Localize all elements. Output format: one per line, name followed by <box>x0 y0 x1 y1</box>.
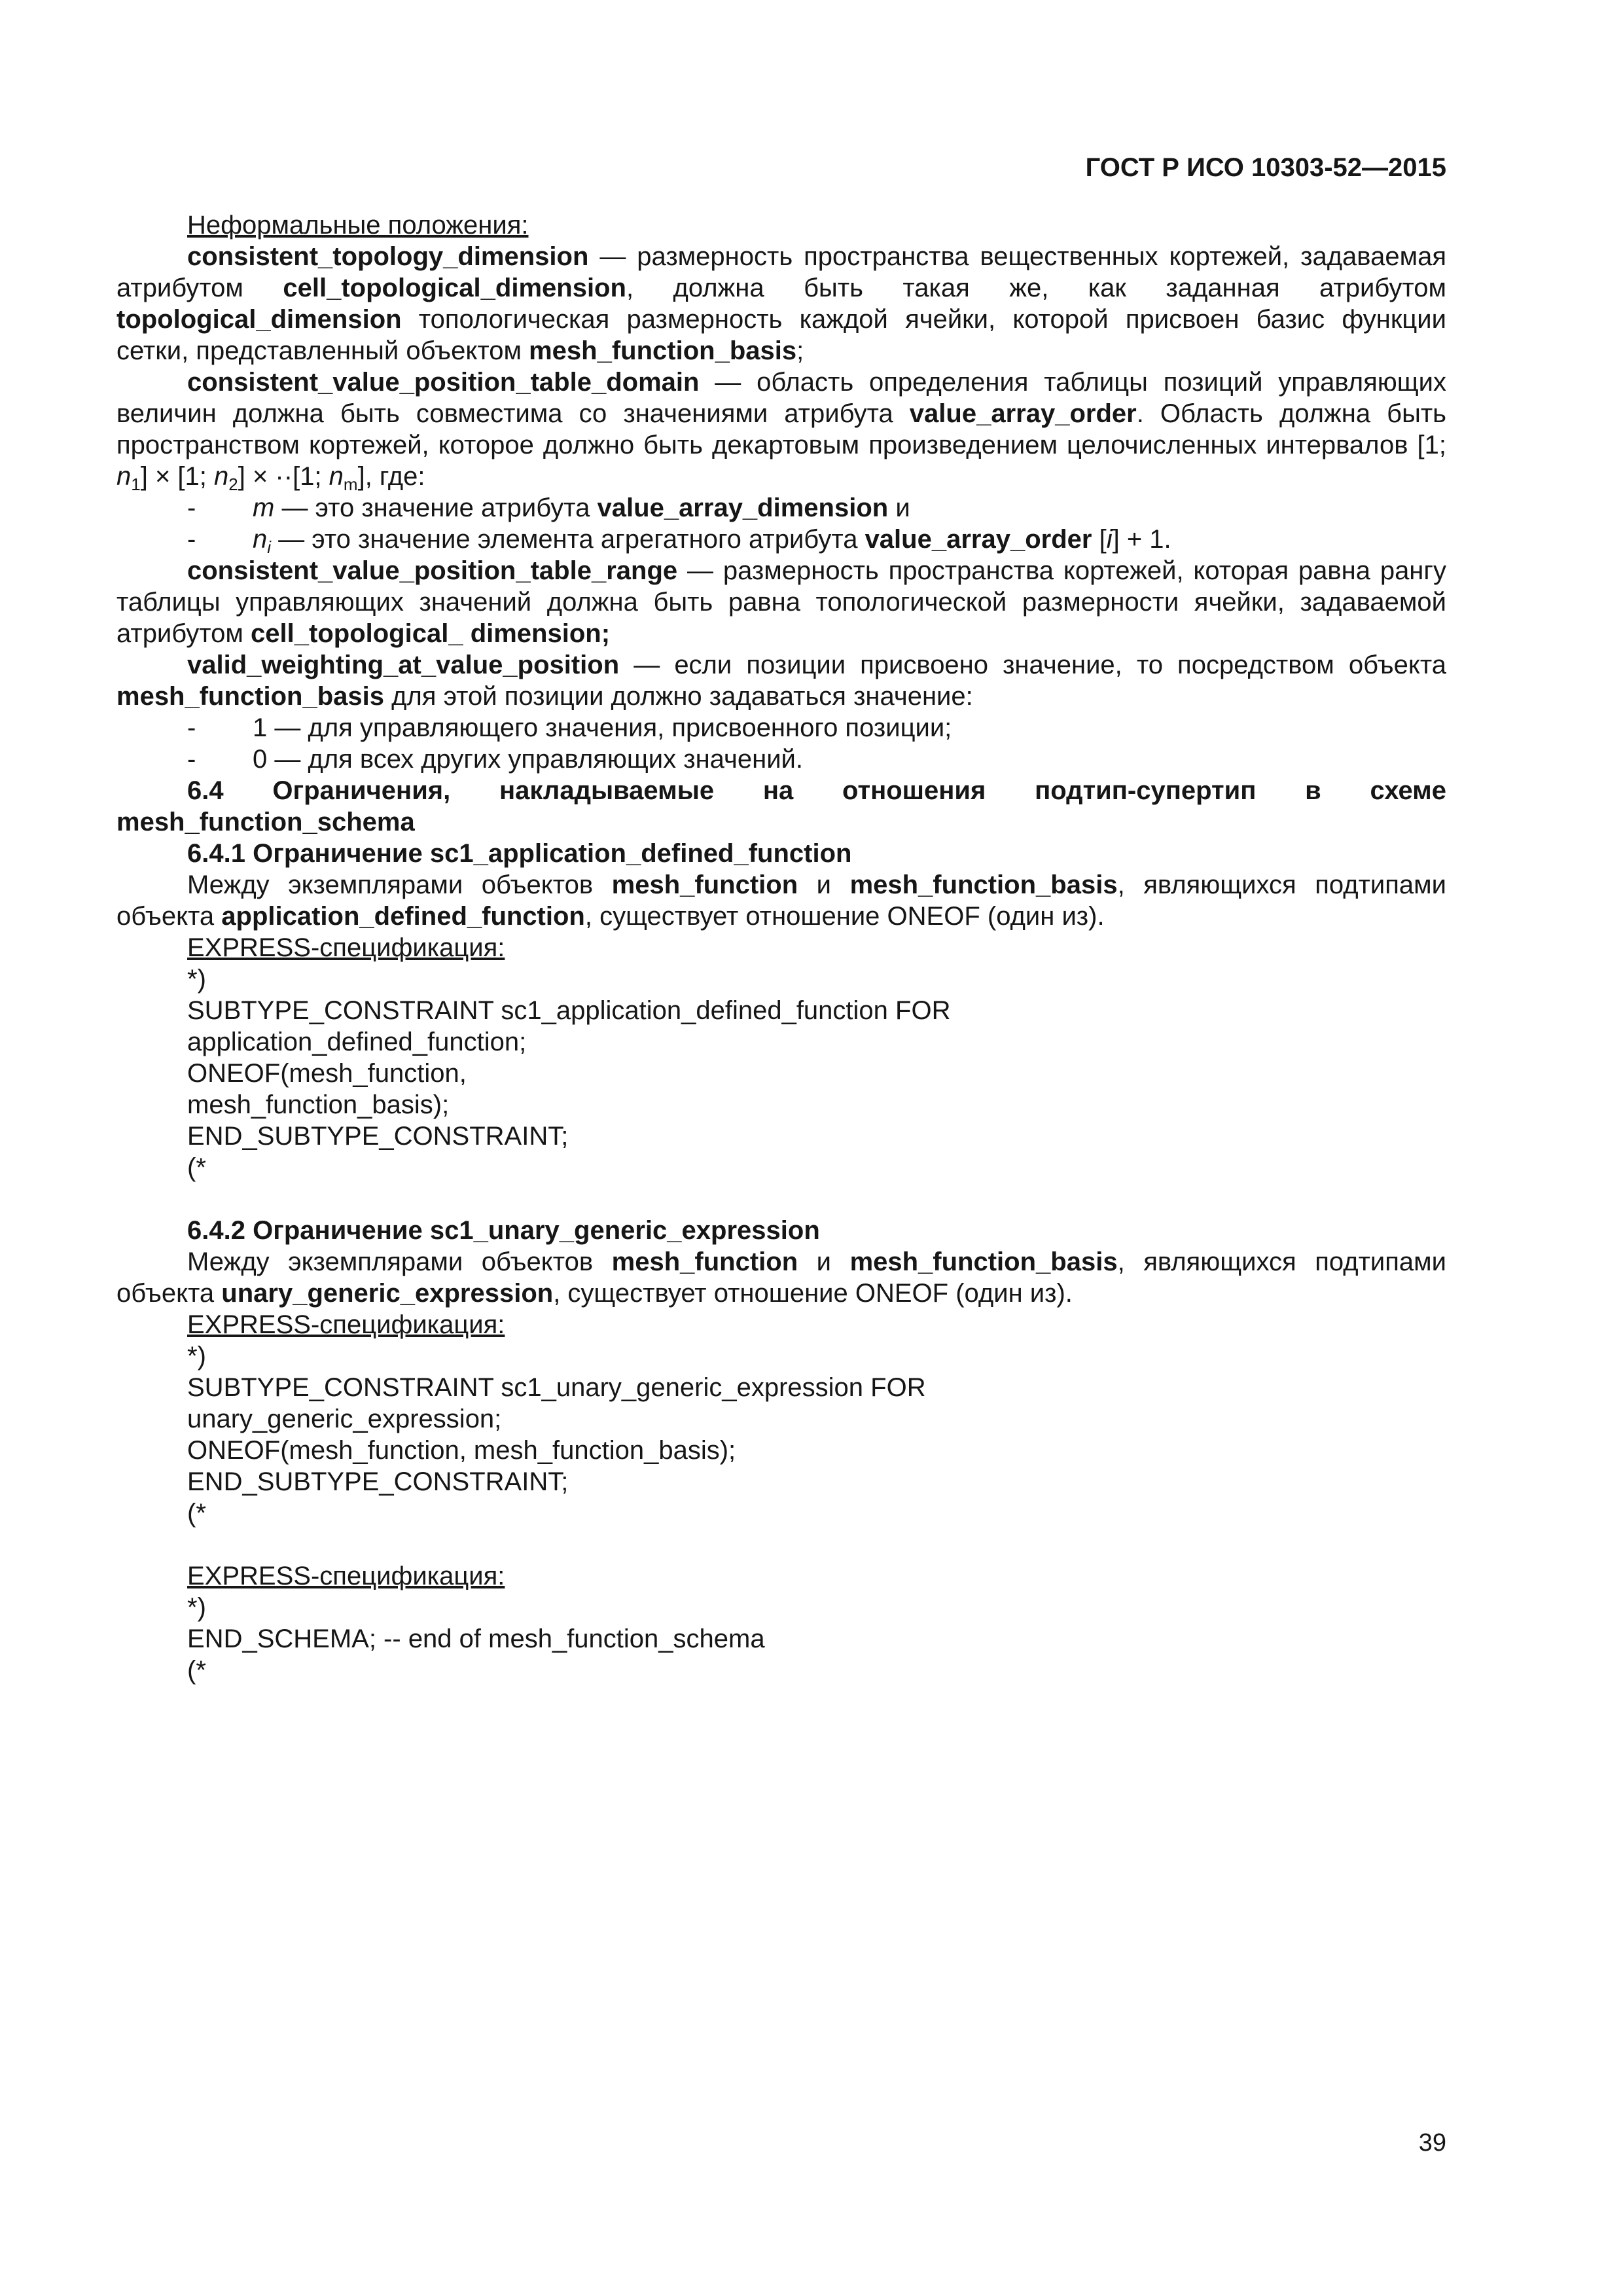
code-line: ONEOF(mesh_function, mesh_function_basis); <box>187 1436 736 1465</box>
paragraph-text: , являющихся подтипами объекта <box>116 1247 1446 1308</box>
attribute-name: cell_topological_dimension <box>283 274 626 302</box>
section-6-4-1-text <box>116 869 1446 932</box>
code-line: (* <box>187 1153 206 1182</box>
math-variable: n <box>214 462 229 491</box>
rule-term: consistent_topology_dimension <box>187 242 589 271</box>
code-line: mesh_function_basis); <box>187 1090 450 1119</box>
document-header: ГОСТ Р ИСО 10303-52—2015 <box>1085 153 1446 182</box>
informal-heading <box>116 209 1446 241</box>
code-line: *) <box>187 1593 206 1622</box>
code-line: ONEOF(mesh_function, <box>187 1059 467 1088</box>
list-dash: - <box>187 745 196 774</box>
blank-line <box>116 1529 1446 1560</box>
math-variable: n <box>116 462 132 491</box>
entity-name: application_defined_function <box>221 902 585 931</box>
list-text: ] + 1. <box>1112 525 1171 554</box>
rule-text: , должна быть такая же, как заданная атрибутом <box>626 274 1446 302</box>
code-line: application_defined_function; <box>187 1028 527 1056</box>
rule-term: valid_weighting_at_value_position <box>187 651 620 679</box>
rule-text: — если позиции присвоено значение, то посредством объекта <box>619 651 1446 679</box>
page-number: 39 <box>1418 2129 1446 2157</box>
rule-text: топологическая размерность каждой ячейки, которой присвоен базис функции сетки, представленный объектом <box>116 305 1446 365</box>
code-line: *) <box>187 1342 206 1371</box>
list-item <box>116 712 1446 744</box>
rule-text: для этой позиции должно задаваться значение: <box>384 682 973 711</box>
section-heading-6-4: 6.4 Ограничения, накладываемые на отношения подтип-супертип в схеме mesh_function_schema <box>116 776 1446 836</box>
express-label <box>116 1560 1446 1592</box>
paragraph-text: , являющихся подтипами объекта <box>116 870 1446 931</box>
code-line: (* <box>187 1656 206 1685</box>
express-label <box>116 1309 1446 1340</box>
paragraph-text: и <box>798 1247 850 1276</box>
rule-term: consistent_value_position_table_range <box>187 556 678 585</box>
express-label-text: EXPRESS-спецификация: <box>187 1310 505 1339</box>
math-subscript: i <box>267 537 272 557</box>
rule-term: consistent_value_position_table_domain <box>187 368 700 397</box>
entity-name: mesh_function_basis <box>849 1247 1118 1276</box>
section-heading-6-4-1: 6.4.1 Ограничение sc1_application_defined_function <box>187 839 852 868</box>
code-line: END_SUBTYPE_CONSTRAINT; <box>187 1122 569 1151</box>
rule-consistent-topology-dimension <box>116 241 1446 367</box>
rule-valid-weighting-at-value-position <box>116 649 1446 712</box>
rule-text: ; <box>796 336 804 365</box>
list-dash: - <box>187 525 196 554</box>
rule-text: . Область должна быть пространством кортежей, которое должно быть декартовым произведением целочисленных интервалов [1; <box>116 399 1446 459</box>
list-item <box>116 524 1446 555</box>
code-line: *) <box>187 965 206 994</box>
paragraph-text: , существует отношение ONEOF (один из). <box>584 902 1105 931</box>
rule-text: ], где: <box>357 462 425 491</box>
list-text: 1 — для управляющего значения, присвоенного позиции; <box>253 713 952 742</box>
informal-heading-text: Неформальные положения: <box>187 211 529 240</box>
document-body <box>116 209 1446 1686</box>
math-subscript: 2 <box>228 475 238 494</box>
entity-name: mesh_function <box>611 1247 798 1276</box>
attribute-name: value_array_order <box>909 399 1137 428</box>
list-dash: - <box>187 713 196 742</box>
paragraph-text: и <box>798 870 850 899</box>
math-subscript: 1 <box>131 475 141 494</box>
paragraph-text: Между экземплярами объектов <box>187 1247 612 1276</box>
code-line: unary_generic_expression; <box>187 1405 502 1433</box>
rule-text: ] × [1; <box>140 462 215 491</box>
attribute-name: value_array_order <box>865 525 1092 554</box>
list-text: — это значение элемента агрегатного атрибута <box>271 525 865 554</box>
math-subscript: m <box>343 475 358 494</box>
list-text: [ <box>1092 525 1107 554</box>
attribute-name: value_array_dimension <box>597 493 889 522</box>
express-label-text: EXPRESS-спецификация: <box>187 933 505 962</box>
rule-consistent-value-position-table-range <box>116 555 1446 649</box>
math-variable: m <box>253 493 275 522</box>
paragraph-text: , существует отношение ONEOF (один из). <box>553 1279 1073 1308</box>
entity-name: unary_generic_expression <box>221 1279 554 1308</box>
entity-name: mesh_function_basis <box>849 870 1118 899</box>
list-dash: - <box>187 493 196 522</box>
express-label-text: EXPRESS-спецификация: <box>187 1562 505 1590</box>
code-line: END_SCHEMA; -- end of mesh_function_schema <box>187 1624 765 1653</box>
code-line: SUBTYPE_CONSTRAINT sc1_application_defined_function FOR <box>187 996 951 1025</box>
code-line: END_SUBTYPE_CONSTRAINT; <box>187 1467 569 1496</box>
attribute-name: topological_dimension <box>116 305 402 334</box>
math-variable: n <box>329 462 344 491</box>
entity-name: mesh_function_basis <box>116 682 385 711</box>
express-label <box>116 932 1446 963</box>
rule-consistent-value-position-table-domain <box>116 367 1446 492</box>
paragraph-text: Между экземплярами объектов <box>187 870 612 899</box>
entity-name: mesh_function_basis <box>529 336 797 365</box>
list-text: — это значение атрибута <box>274 493 597 522</box>
list-item <box>116 744 1446 775</box>
list-item <box>116 492 1446 524</box>
rule-text: ] × ··[1; <box>238 462 329 491</box>
section-6-4-2-text <box>116 1246 1446 1309</box>
math-variable: i <box>1106 525 1113 554</box>
attribute-name: cell_topological_ dimension; <box>251 619 611 648</box>
math-variable: n <box>253 525 268 554</box>
entity-name: mesh_function <box>611 870 798 899</box>
section-heading-6-4-2: 6.4.2 Ограничение sc1_unary_generic_expression <box>187 1216 820 1245</box>
rule-text: — область определения таблицы позиций управляющих величин должна быть совместима со значениями атрибута <box>116 368 1446 428</box>
code-line: SUBTYPE_CONSTRAINT sc1_unary_generic_expression FOR <box>187 1373 926 1402</box>
rule-text: — размерность пространства вещественных кортежей, задаваемая атрибутом <box>116 242 1446 302</box>
code-line: (* <box>187 1499 206 1528</box>
list-text: и <box>888 493 910 522</box>
blank-line <box>116 1183 1446 1215</box>
rule-text: — размерность пространства кортежей, которая равна рангу таблицы управляющих значений должна быть равна топологической размерности ячейки, задаваемой атрибутом <box>116 556 1446 648</box>
list-text: 0 — для всех других управляющих значений. <box>253 745 804 774</box>
